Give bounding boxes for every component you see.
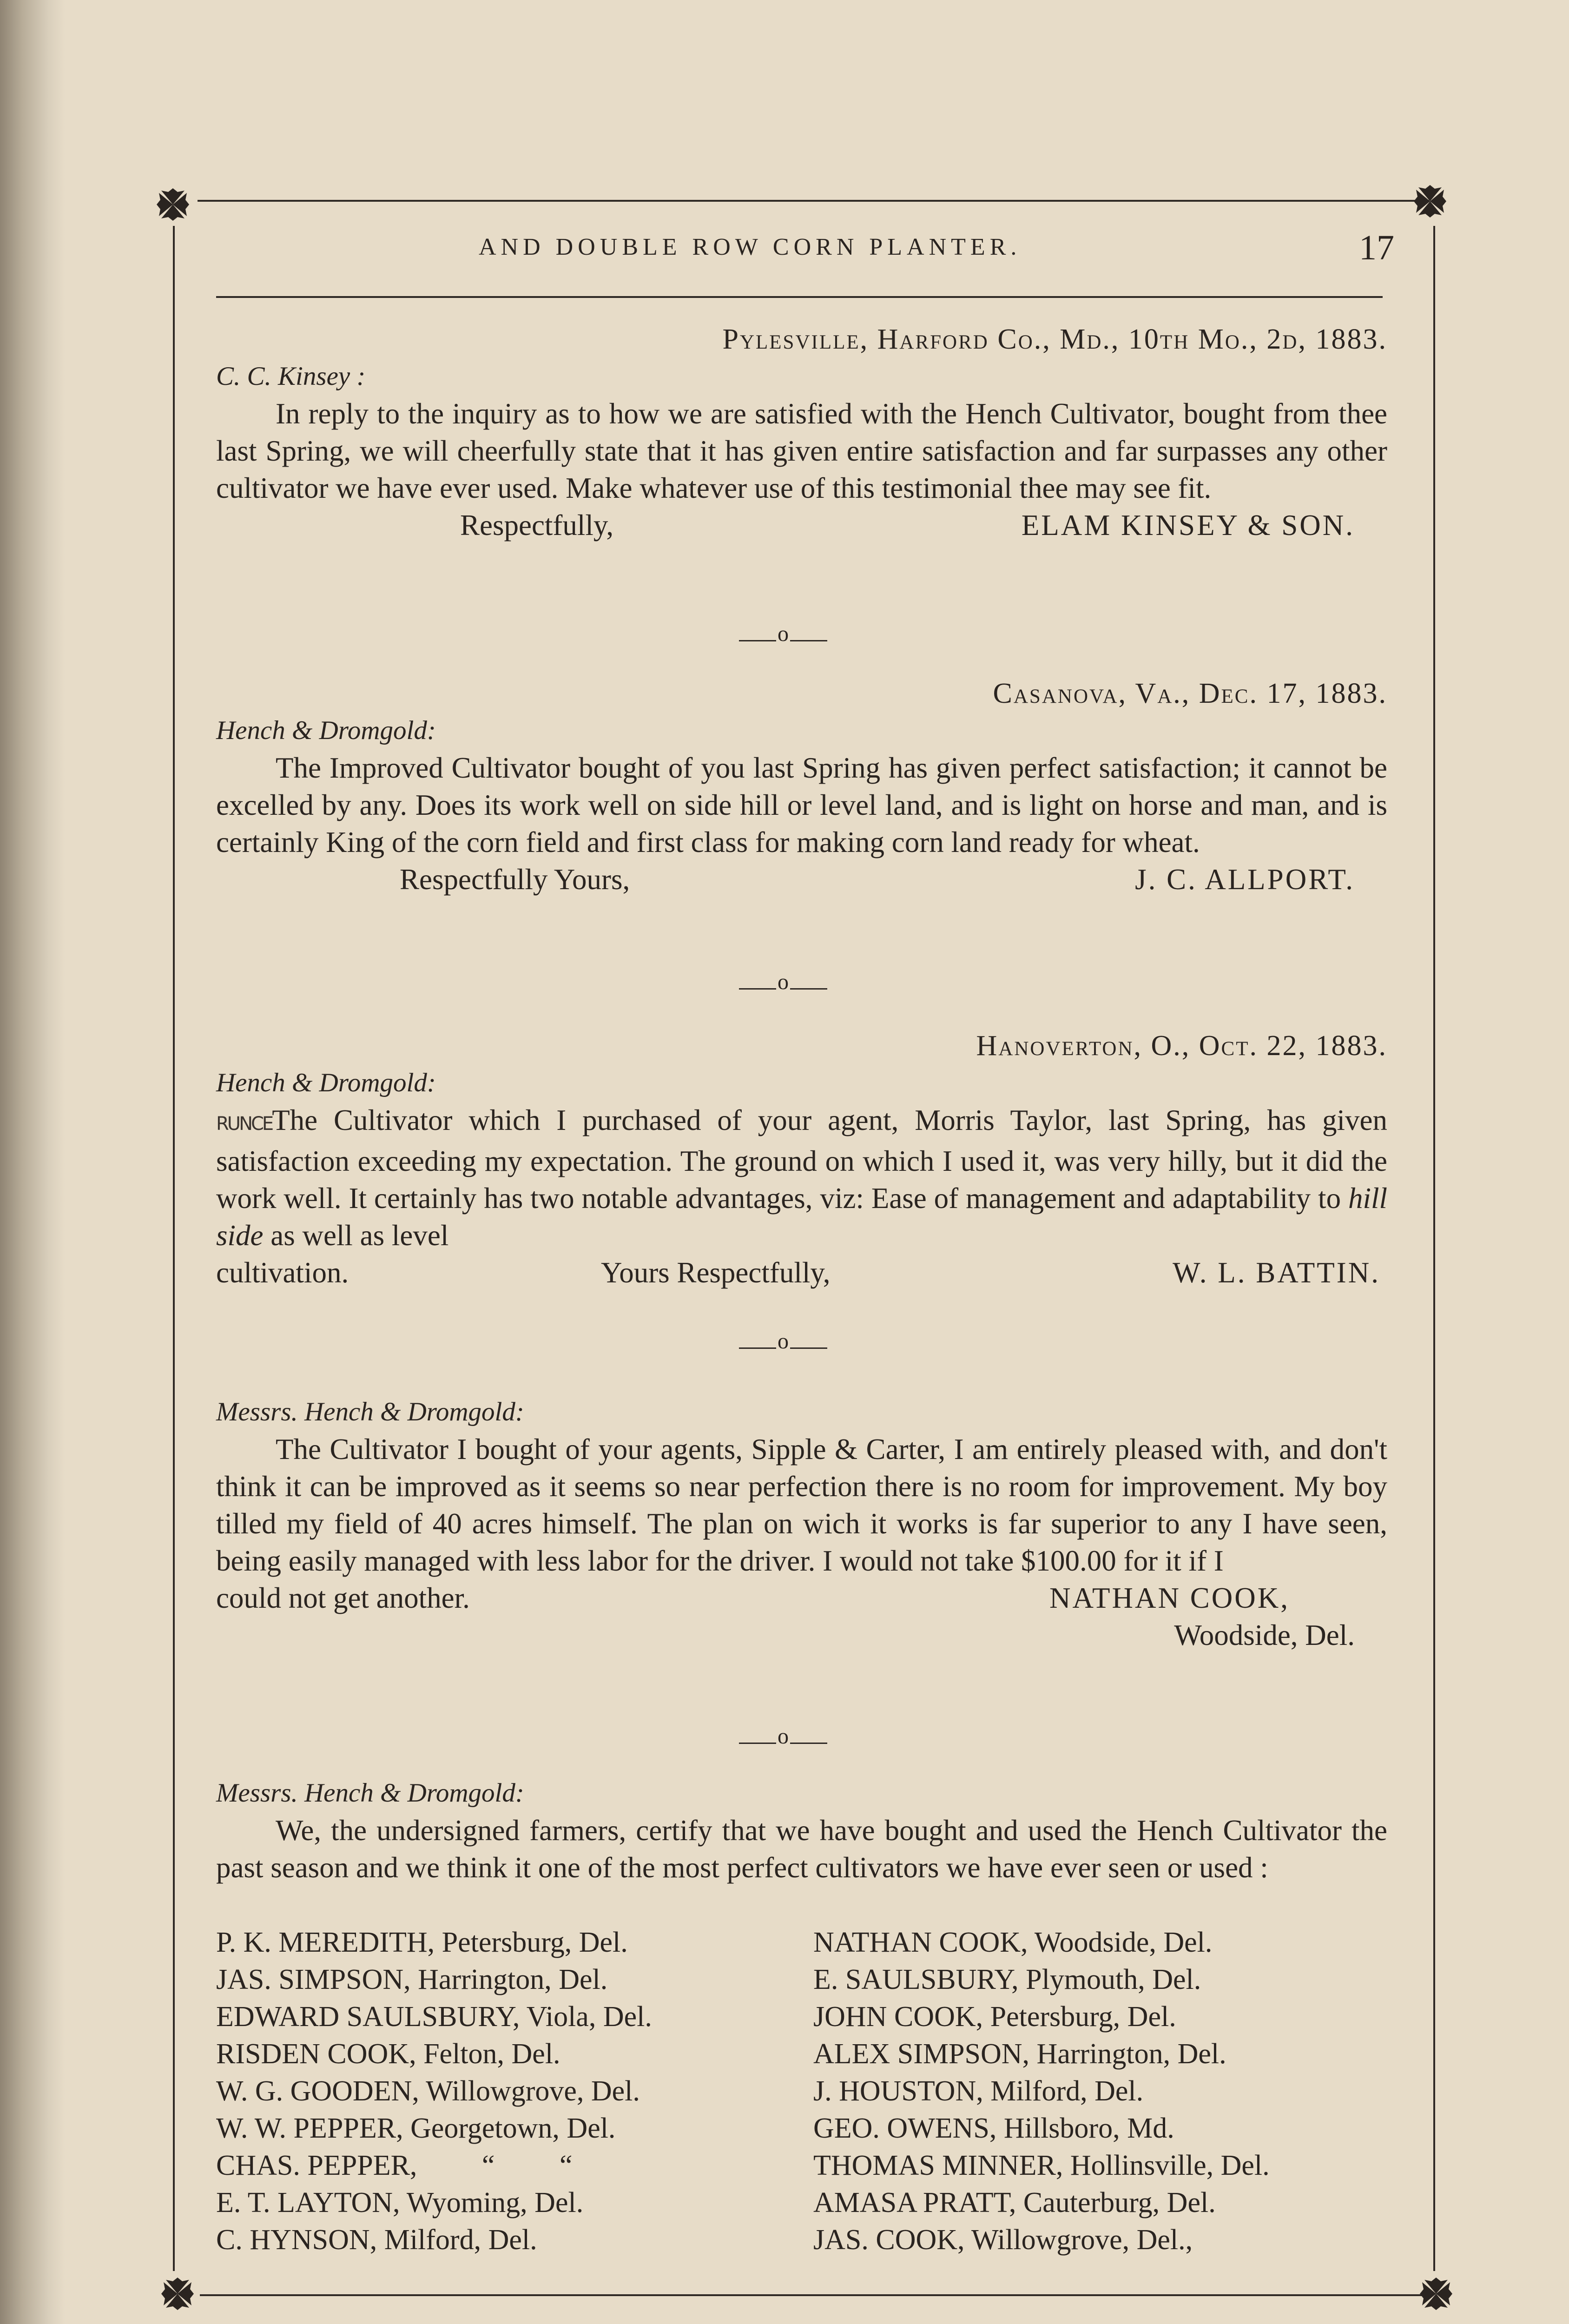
letter-last-line: cultivation. (216, 1256, 349, 1289)
letter-salutation: C. C. Kinsey : (216, 362, 366, 391)
letter-signature-place-row (216, 1617, 1387, 1654)
letter-signature: NATHAN COOK, (1049, 1582, 1290, 1614)
letter-salutation: Hench & Dromgold: (216, 716, 436, 745)
signatory: ALEX SIMPSON, Harrington, Del. (813, 2038, 1226, 2070)
divider-mark: o (778, 970, 789, 994)
signatory: W. G. GOODEN, Willowgrove, Del. (216, 2075, 640, 2107)
divider-mark: o (778, 1329, 789, 1353)
letter-allport (216, 675, 1387, 898)
signatory: JOHN COOK, Petersburg, Del. (813, 2001, 1176, 2033)
letter-closing: Respectfully, (460, 509, 614, 541)
letter-closing: Yours Respectfully, (601, 1256, 831, 1289)
corner-ornament-icon (1404, 176, 1456, 227)
signatory: CHAS. PEPPER, “ “ (216, 2150, 573, 2181)
letter-signature-row (216, 1579, 1387, 1617)
header-rule (216, 296, 1383, 298)
letter-body-start: The Cultivator which I purchased of your agent, Morris Taylor, last Spring, has given satisfaction exceeding my expectation. The ground on which I used it, was very hilly, but it did the work well. It certainly has two notable advantages, viz: Ease of management and adaptability to (216, 1104, 1387, 1215)
divider-mark: o (778, 621, 789, 646)
signatory: RISDEN COOK, Felton, Del. (216, 2038, 560, 2070)
letter-body: In reply to the inquiry as to how we are satisfied with the Hench Cultivator, bought from thee last Spring, we will cheerfully state that it has given entire satisfaction and far surpasses any other cultivator we have ever used. Make whatever use of this testimonial thee may see fit. (216, 397, 1387, 504)
signatories-right-column (813, 1924, 1270, 2258)
signatory: AMASA PRATT, Cauterburg, Del. (813, 2187, 1216, 2218)
section-divider (739, 621, 827, 650)
letter-body (216, 1102, 1387, 1254)
letter-body-end: as well as level (270, 1219, 449, 1252)
letter-dateline: Hanoverton, O., Oct. 22, 1883. (976, 1030, 1387, 1062)
corner-ornament-icon (152, 2268, 203, 2319)
signatory: NATHAN COOK, Woodside, Del. (813, 1927, 1213, 1958)
section-divider (739, 970, 827, 998)
letter-salutation: Messrs. Hench & Dromgold: (216, 1397, 524, 1426)
running-header (214, 228, 1394, 271)
section-divider (739, 1329, 827, 1357)
frame-right-rule (1433, 226, 1435, 2271)
letter-salutation: Messrs. Hench & Dromgold: (216, 1778, 524, 1808)
letter-cook (216, 1393, 1387, 1654)
letter-battin (216, 1027, 1387, 1291)
letter-signature: ELAM KINSEY & SON. (1021, 509, 1355, 541)
letter-dateline: Pylesville, Harford Co., Md., 10th Mo., 2d, 1883. (722, 324, 1387, 355)
margin-mark: RUNCE (216, 1113, 272, 1135)
signatory: GEO. OWENS, Hillsboro, Md. (813, 2113, 1174, 2144)
letter-signature: J. C. ALLPORT. (1135, 863, 1355, 896)
letter-dateline: Casanova, Va., Dec. 17, 1883. (993, 678, 1387, 709)
letter-farmers-certificate (216, 1775, 1387, 1886)
letter-closing: Respectfully Yours, (400, 863, 630, 896)
letter-body: We, the undersigned farmers, certify that we have bought and used the Hench Cultivator the past season and we think it one of the most perfect cultivators we have ever seen or used : (216, 1814, 1387, 1884)
signatory: THOMAS MINNER, Hollinsville, Del. (813, 2150, 1270, 2181)
signatory: W. W. PEPPER, Georgetown, Del. (216, 2113, 616, 2144)
letter-body: The Improved Cultivator bought of you last Spring has given perfect satisfaction; it cannot be excelled by any. Does its work well on side hill or level land, and is light on horse and man, and is certainly King of the corn field and first class for making corn land ready for wheat. (216, 752, 1387, 858)
letter-signature-row (216, 1254, 1387, 1291)
signatory: C. HYNSON, Milford, Del. (216, 2224, 537, 2256)
corner-ornament-icon (147, 179, 198, 230)
frame-top-rule (198, 200, 1429, 202)
running-header-title: AND DOUBLE ROW CORN PLANTER. (479, 234, 1022, 260)
letter-signature-row (216, 507, 1387, 544)
frame-bottom-rule (200, 2294, 1431, 2296)
letter-signature-place: Woodside, Del. (1174, 1619, 1355, 1651)
page-number: 17 (1359, 228, 1394, 267)
signatory: P. K. MEREDITH, Petersburg, Del. (216, 1927, 628, 1958)
letter-last-line: could not get another. (216, 1582, 470, 1614)
corner-ornament-icon (1411, 2268, 1462, 2319)
signatories-left-column (216, 1924, 652, 2258)
signatory: E. SAULSBURY, Plymouth, Del. (813, 1964, 1201, 1995)
signatory: JAS. SIMPSON, Harrington, Del. (216, 1964, 608, 1995)
letter-body: The Cultivator I bought of your agents, Sipple & Carter, I am entirely pleased with, and don't think it can be improved as it seems so near perfection there is no room for improvement. My boy tilled my field of 40 acres himself. The plan on wich it works is far superior to any I have seen, being easily managed with less labor for the driver. I would not take $100.00 for it if I (216, 1433, 1387, 1577)
letter-salutation: Hench & Dromgold: (216, 1068, 436, 1097)
divider-mark: o (778, 1724, 789, 1749)
letter-signature: W. L. BATTIN. (1173, 1256, 1380, 1289)
signatory: J. HOUSTON, Milford, Del. (813, 2075, 1144, 2107)
signatory: E. T. LAYTON, Wyoming, Del. (216, 2187, 584, 2218)
letter-signature-row (216, 861, 1387, 898)
signatory: EDWARD SAULSBURY, Viola, Del. (216, 2001, 652, 2033)
section-divider (739, 1724, 827, 1752)
signatory: JAS. COOK, Willowgrove, Del., (813, 2224, 1193, 2256)
frame-left-rule (173, 226, 175, 2271)
letter-body-emphasis: hill side (216, 1182, 1388, 1252)
letter-kinsey (216, 321, 1387, 544)
